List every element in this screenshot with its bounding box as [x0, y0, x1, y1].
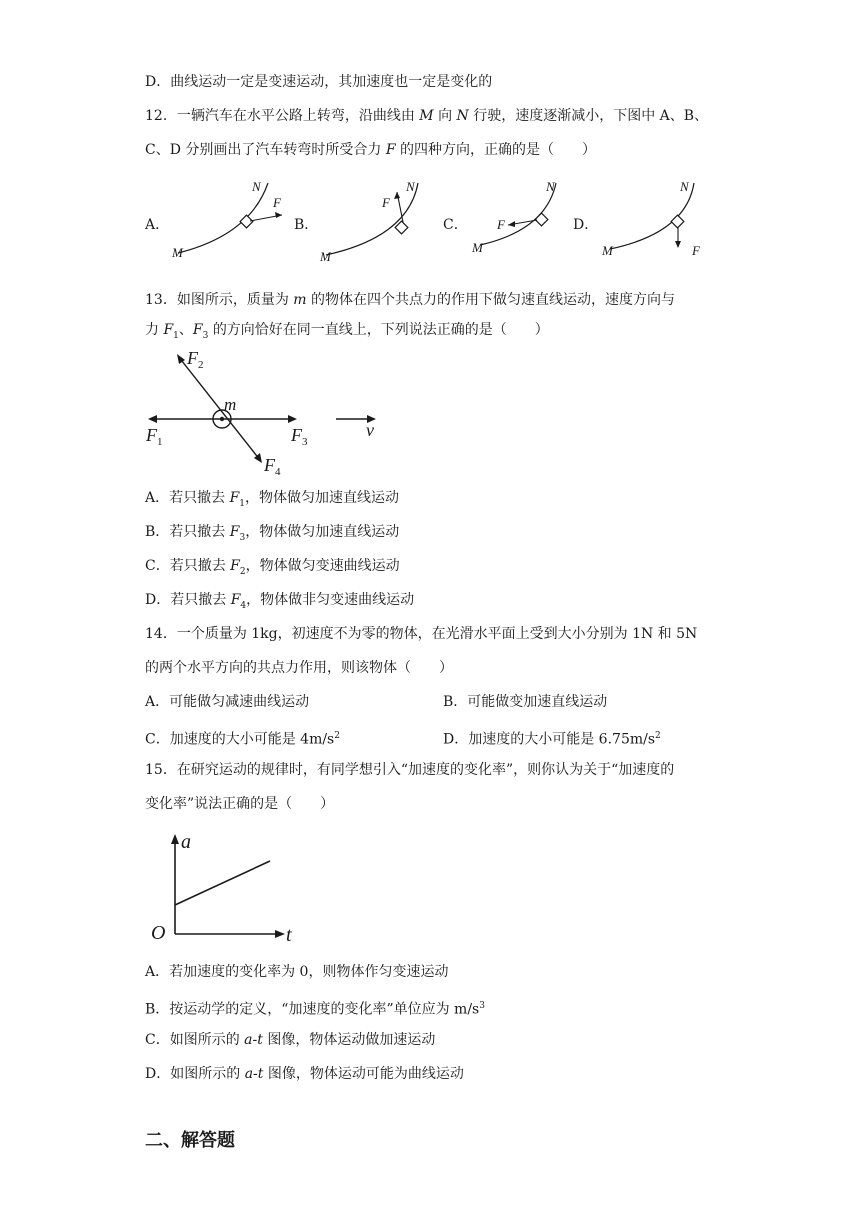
q15-option-b: B．按运动学的定义，“加速度的变化率”单位应为 $m/s^3$: [145, 1001, 485, 1018]
q15-option-c: C．如图所示的 a-t 图像，物体运动做加速运动: [145, 1032, 436, 1048]
label-m: M: [602, 243, 613, 258]
q15-option-d: D．如图所示的 a-t 图像，物体运动可能为曲线运动: [145, 1066, 464, 1082]
mass-label: m: [224, 395, 237, 414]
label-n: N: [546, 179, 555, 194]
q15-stem-line2: 变化率”说法正确的是（ ）: [145, 796, 335, 812]
q13-force-diagram: [140, 342, 400, 482]
q14-option-b: B．可能做变加速直线运动: [443, 694, 608, 710]
q15-a-t-graph: [145, 826, 305, 948]
q13-stem-line1: 13．如图所示，质量为 m 的物体在四个共点力的作用下做匀速直线运动，速度方向与: [145, 292, 676, 308]
q12-option-b-label: B．: [294, 217, 319, 233]
q11-option-d: D．曲线运动一定是变速运动，其加速度也一定是变化的: [145, 74, 493, 90]
label-n: N: [680, 179, 689, 194]
svg-text:F4: $F_4$: [264, 455, 281, 478]
q13-option-c: C．若只撤去 $F_2$，物体做匀变速曲线运动: [145, 558, 400, 577]
label-f: F: [692, 243, 700, 258]
q12-figure-c: [466, 175, 566, 260]
label-n: N: [406, 179, 415, 194]
svg-text:F3: $F_3$: [291, 425, 308, 448]
q13-option-a: A．若只撤去 $F_1$，物体做匀加速直线运动: [145, 490, 400, 509]
velocity-label: v: [366, 420, 374, 440]
q14-option-a: A．可能做匀减速曲线运动: [145, 694, 310, 710]
q12-figure-a: [170, 175, 290, 265]
x-axis-label: t: [286, 924, 292, 946]
q13-stem-line2: 力 $F_1$、$F_3$ 的方向恰好在同一直线上，下列说法正确的是（ ）: [145, 322, 549, 341]
q12-stem-line1: 12．一辆汽车在水平公路上转弯，沿曲线由 M 向 N 行驶，速度逐渐减小，下图中 A、B、: [145, 108, 709, 124]
svg-text:F2: $F_2$: [187, 348, 204, 371]
q12-option-d-label: D．: [573, 217, 599, 233]
label-m: M: [172, 245, 183, 260]
label-f: F: [273, 195, 281, 210]
q15-option-a: A．若加速度的变化率为 0，则物体作匀变速运动: [145, 964, 449, 980]
q14-stem-line2: 的两个水平方向的共点力作用，则该物体（ ）: [145, 660, 453, 676]
y-axis-label: a: [181, 831, 191, 853]
label-f: F: [497, 217, 505, 232]
q14-option-d: D．加速度的大小可能是 $6.75m/s^2$: [443, 731, 661, 748]
label-m: M: [472, 240, 483, 255]
section-heading: 二、解答题: [145, 1130, 235, 1151]
q12-option-a-label: A．: [145, 217, 170, 233]
svg-text:F1: $F_1$: [146, 425, 163, 448]
q15-stem-line1: 15．在研究运动的规律时，有同学想引入“加速度的变化率”，则你认为关于“加速度的: [145, 762, 675, 778]
q12-figure-d: [598, 175, 708, 265]
q13-option-d: D．若只撤去 $F_4$，物体做非匀变速曲线运动: [145, 592, 415, 611]
label-f: F: [382, 195, 390, 210]
label-m: M: [320, 249, 331, 264]
q12-stem-line2: C、D 分别画出了汽车转弯时所受合力 F 的四种方向，正确的是（ ）: [145, 142, 597, 158]
q12-figure-b: [318, 175, 438, 265]
q14-option-c: C．加速度的大小可能是 $4m/s^2$: [145, 731, 340, 748]
origin-label: O: [151, 922, 166, 944]
label-n: N: [252, 179, 261, 194]
q12-option-c-label: C．: [443, 217, 468, 233]
q13-option-b: B．若只撤去 $F_3$，物体做匀加速直线运动: [145, 524, 400, 543]
q14-stem-line1: 14．一个质量为 1kg，初速度不为零的物体，在光滑水平面上受到大小分别为 1N 和 5N: [145, 626, 698, 642]
